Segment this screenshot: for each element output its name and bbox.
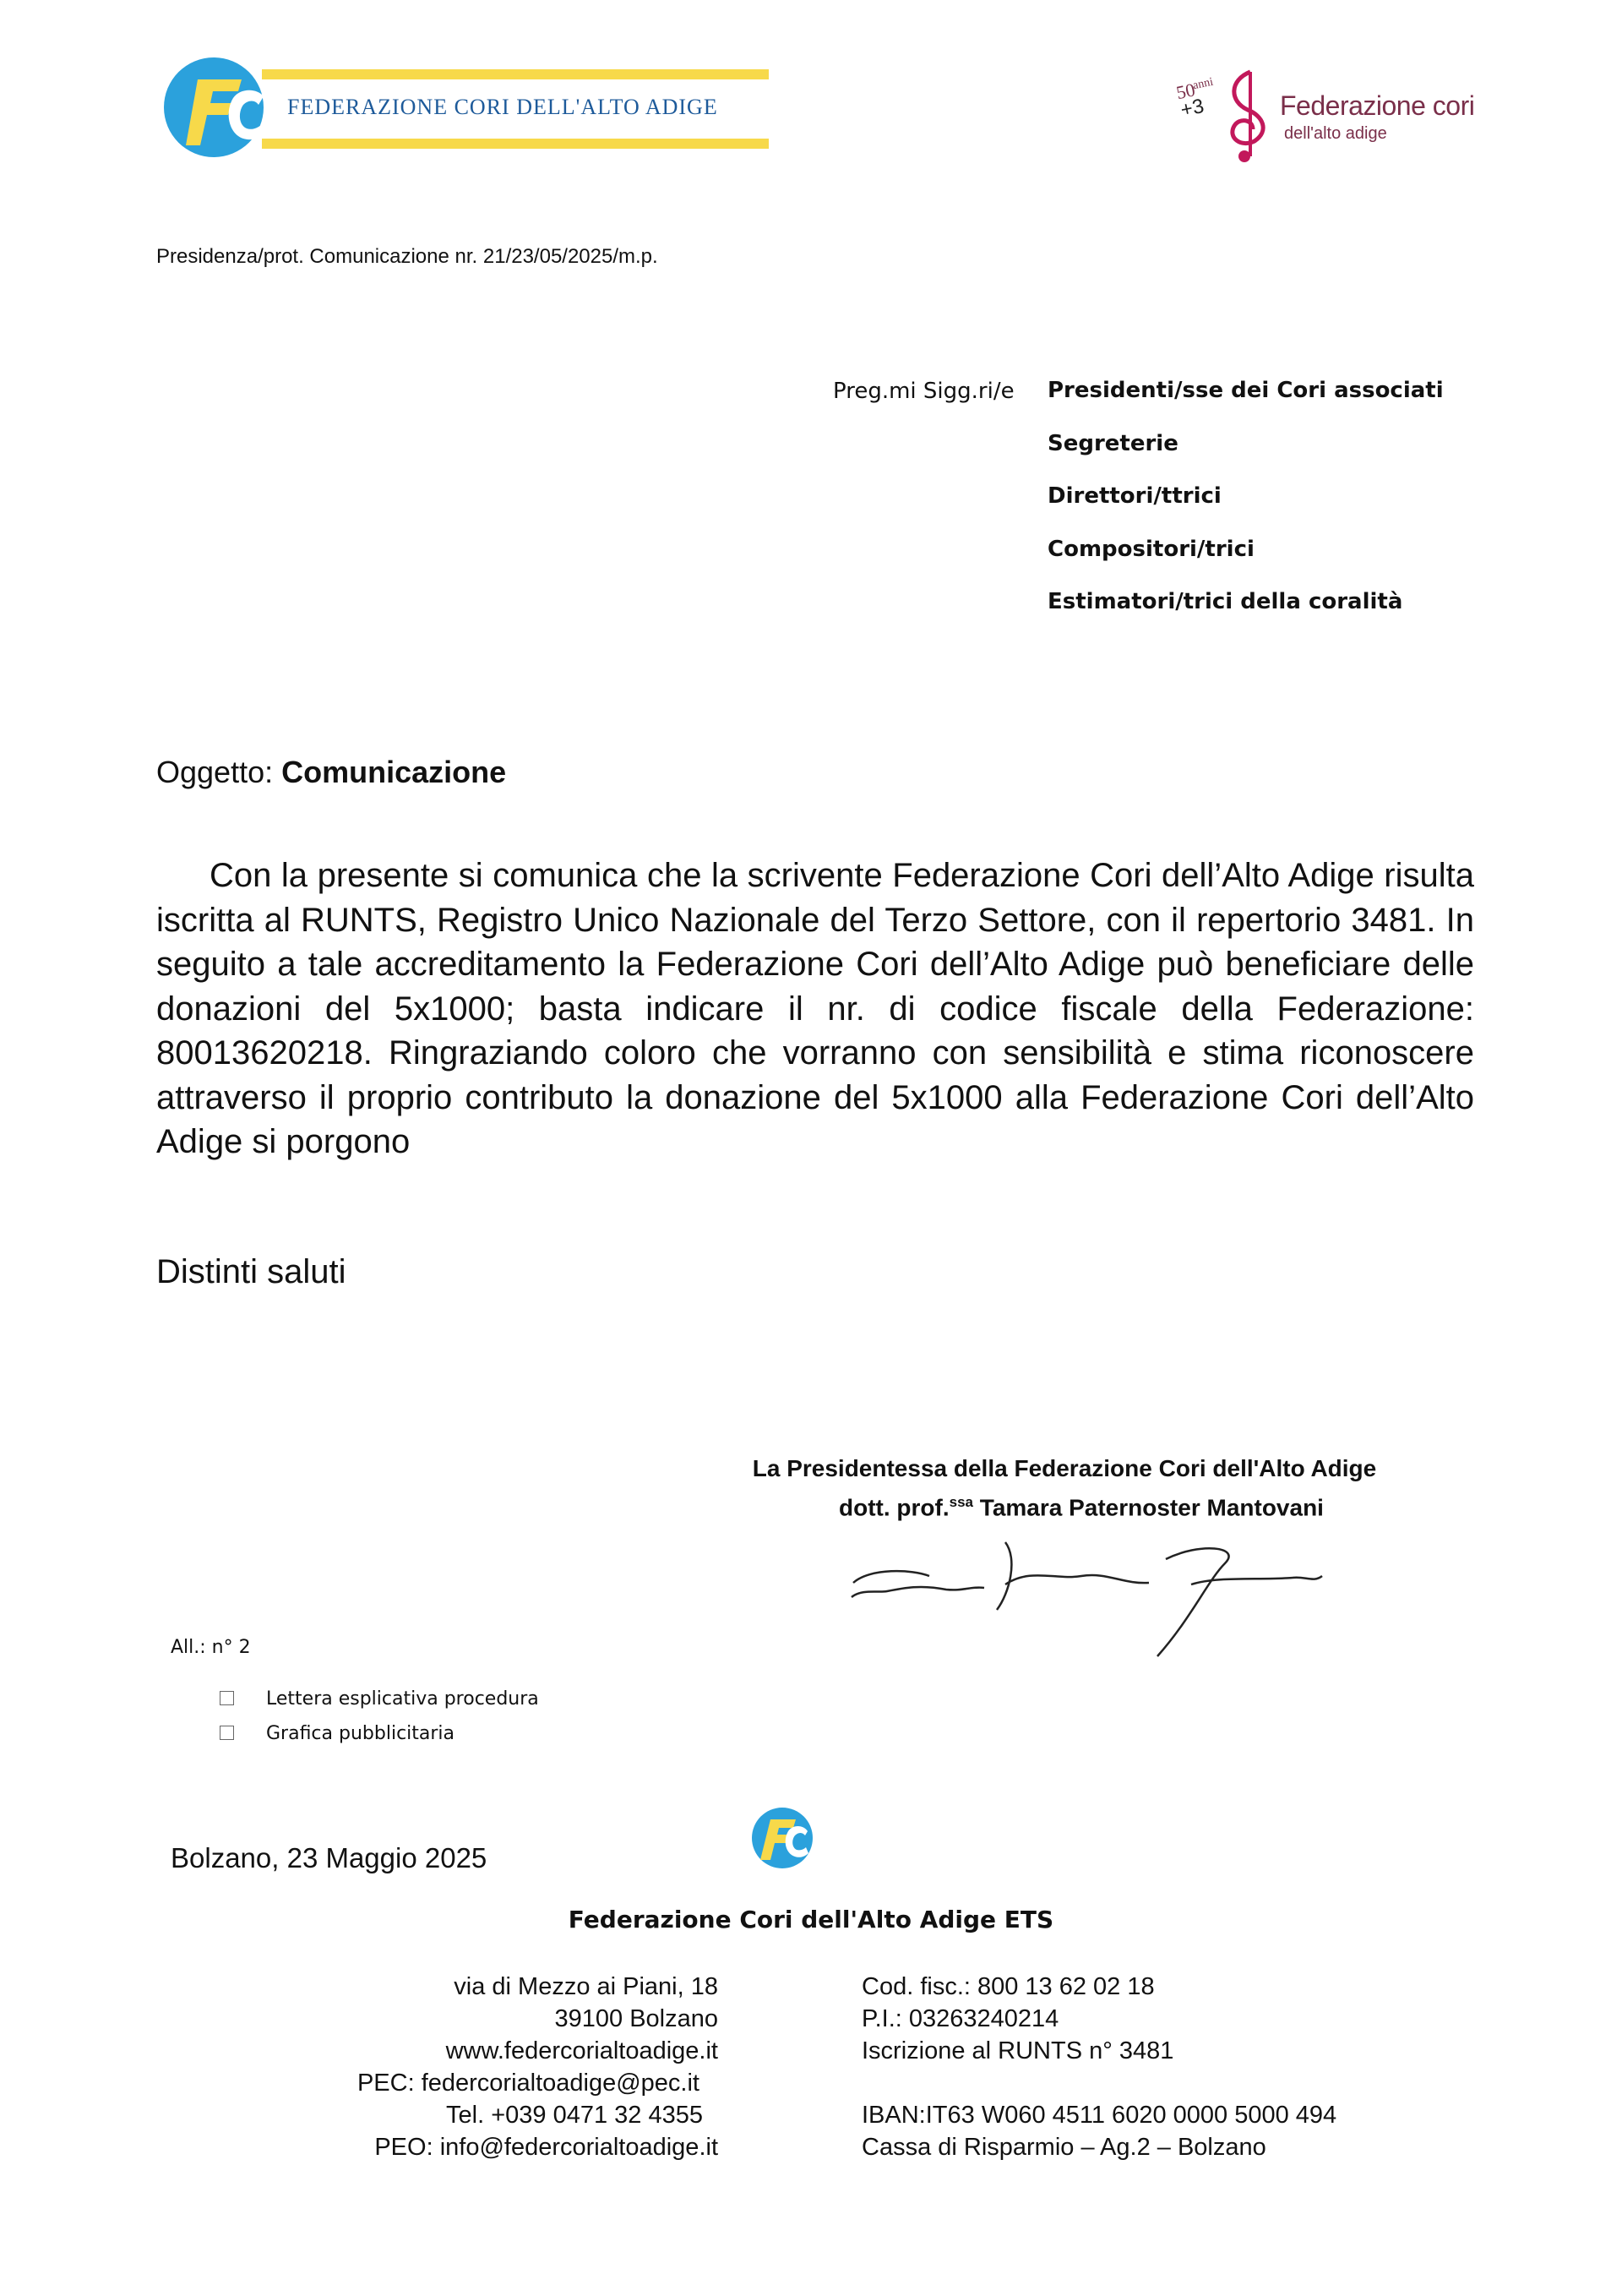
footer-peo-email[interactable]: PEO: info@federcorialtoadige.it [374, 2134, 718, 2161]
footer-line: via di Mezzo ai Piani, 18 [454, 1973, 718, 2000]
letter-body: Con la presente si comunica che la scrivente Federazione Cori dell’Alto Adige risulta iscritta al RUNTS, Registro Unico Nazionale del Terzo Settore, con il repertorio 3481. In seguito a tale accreditamento la Federazione Cori dell’Alto Adige può beneficiare delle donazioni del 5x1000; basta indicare il nr. di codice fiscale della Federazione: 80013620218. Ringraziando coloro che vorranno con sensibilità e stima riconoscere attraverso il proprio contributo la donazione del 5x1000 alla Federazione Cori dell’Alto Adige si porgono [156, 857, 1474, 1160]
place-date: Bolzano, 23 Maggio 2025 [171, 1842, 487, 1873]
attachment-label: Grafica pubblicitaria [266, 1723, 455, 1744]
footer-website-link[interactable]: www.federcorialtoadige.it [445, 2037, 718, 2064]
svg-text:+3: +3 [1178, 94, 1206, 123]
treble-clef-icon [1170, 63, 1284, 165]
handwritten-signature [836, 1517, 1326, 1661]
footer-contact-right [862, 1971, 1336, 2163]
federation-logo [161, 52, 769, 171]
anniversary-logo [1170, 63, 1475, 165]
signatory-superscript: ssa [949, 1494, 974, 1510]
footer-bank: Cassa di Risparmio – Ag.2 – Bolzano [862, 2134, 1266, 2161]
logo-text: FEDERAZIONE CORI DELL'ALTO ADIGE [287, 95, 718, 119]
attachment-item [220, 1721, 539, 1756]
footer-phone[interactable]: Tel. +039 0471 32 4355 [446, 2102, 703, 2129]
signatory-prefix: dott. prof. [839, 1494, 950, 1521]
attachments-label: All.: n° 2 [171, 1637, 251, 1658]
footer-org-name: Federazione Cori dell'Alto Adige ETS [568, 1906, 1054, 1933]
footer-line [862, 2067, 1336, 2099]
footer-line: 39100 Bolzano [554, 2005, 718, 2032]
recipients-salutation: Preg.mi Sigg.ri/e [833, 379, 1015, 404]
footer-line: Iscrizione al RUNTS n° 3481 [862, 2037, 1174, 2064]
checkbox-icon [220, 1726, 234, 1740]
attachment-item [220, 1687, 539, 1721]
signature-block [642, 1452, 1487, 1524]
recipient-list [1048, 376, 1444, 641]
signatory-title: La Presidentessa della Federazione Cori dell'Alto Adige [752, 1455, 1377, 1481]
recipient-item: Direttori/ttrici [1048, 483, 1222, 509]
attachment-list [220, 1687, 539, 1756]
fc-monogram-icon [172, 64, 274, 157]
subject-label: Oggetto: [156, 755, 274, 789]
svg-text:anni: anni [1191, 75, 1215, 93]
footer-iban: IBAN:IT63 W060 4511 6020 0000 5000 494 [862, 2102, 1337, 2129]
footer-contact-left [169, 1971, 718, 2163]
recipient-item: Compositori/trici [1048, 536, 1255, 562]
recipient-item: Estimatori/trici della coralità [1048, 589, 1403, 614]
logo-right-subtitle: dell'alto adige [1284, 124, 1387, 143]
protocol-number: Presidenza/prot. Comunicazione nr. 21/23/05/2025/m.p. [156, 245, 658, 268]
logo-bar-bottom [262, 139, 769, 149]
signatory-name: Tamara Paternoster Mantovani [979, 1494, 1324, 1521]
footer-line: P.I.: 03263240214 [862, 2005, 1059, 2032]
attachment-label: Lettera esplicativa procedura [266, 1688, 539, 1710]
subject-line [156, 755, 506, 790]
closing-salutation: Distinti saluti [156, 1253, 346, 1290]
checkbox-icon [220, 1691, 234, 1705]
fc-logo-icon [748, 1804, 816, 1872]
footer-line: Cod. fisc.: 800 13 62 02 18 [862, 1973, 1155, 2000]
subject-value: Comunicazione [281, 755, 507, 789]
footer-pec-email[interactable]: PEC: federcorialtoadige@pec.it [357, 2070, 699, 2097]
svg-text:50: 50 [1174, 79, 1197, 104]
logo-bar-top [262, 69, 769, 79]
logo-right-name: Federazione cori [1280, 90, 1475, 121]
recipient-item: Segreterie [1048, 430, 1178, 456]
recipient-item: Presidenti/sse dei Cori associati [1048, 378, 1444, 403]
